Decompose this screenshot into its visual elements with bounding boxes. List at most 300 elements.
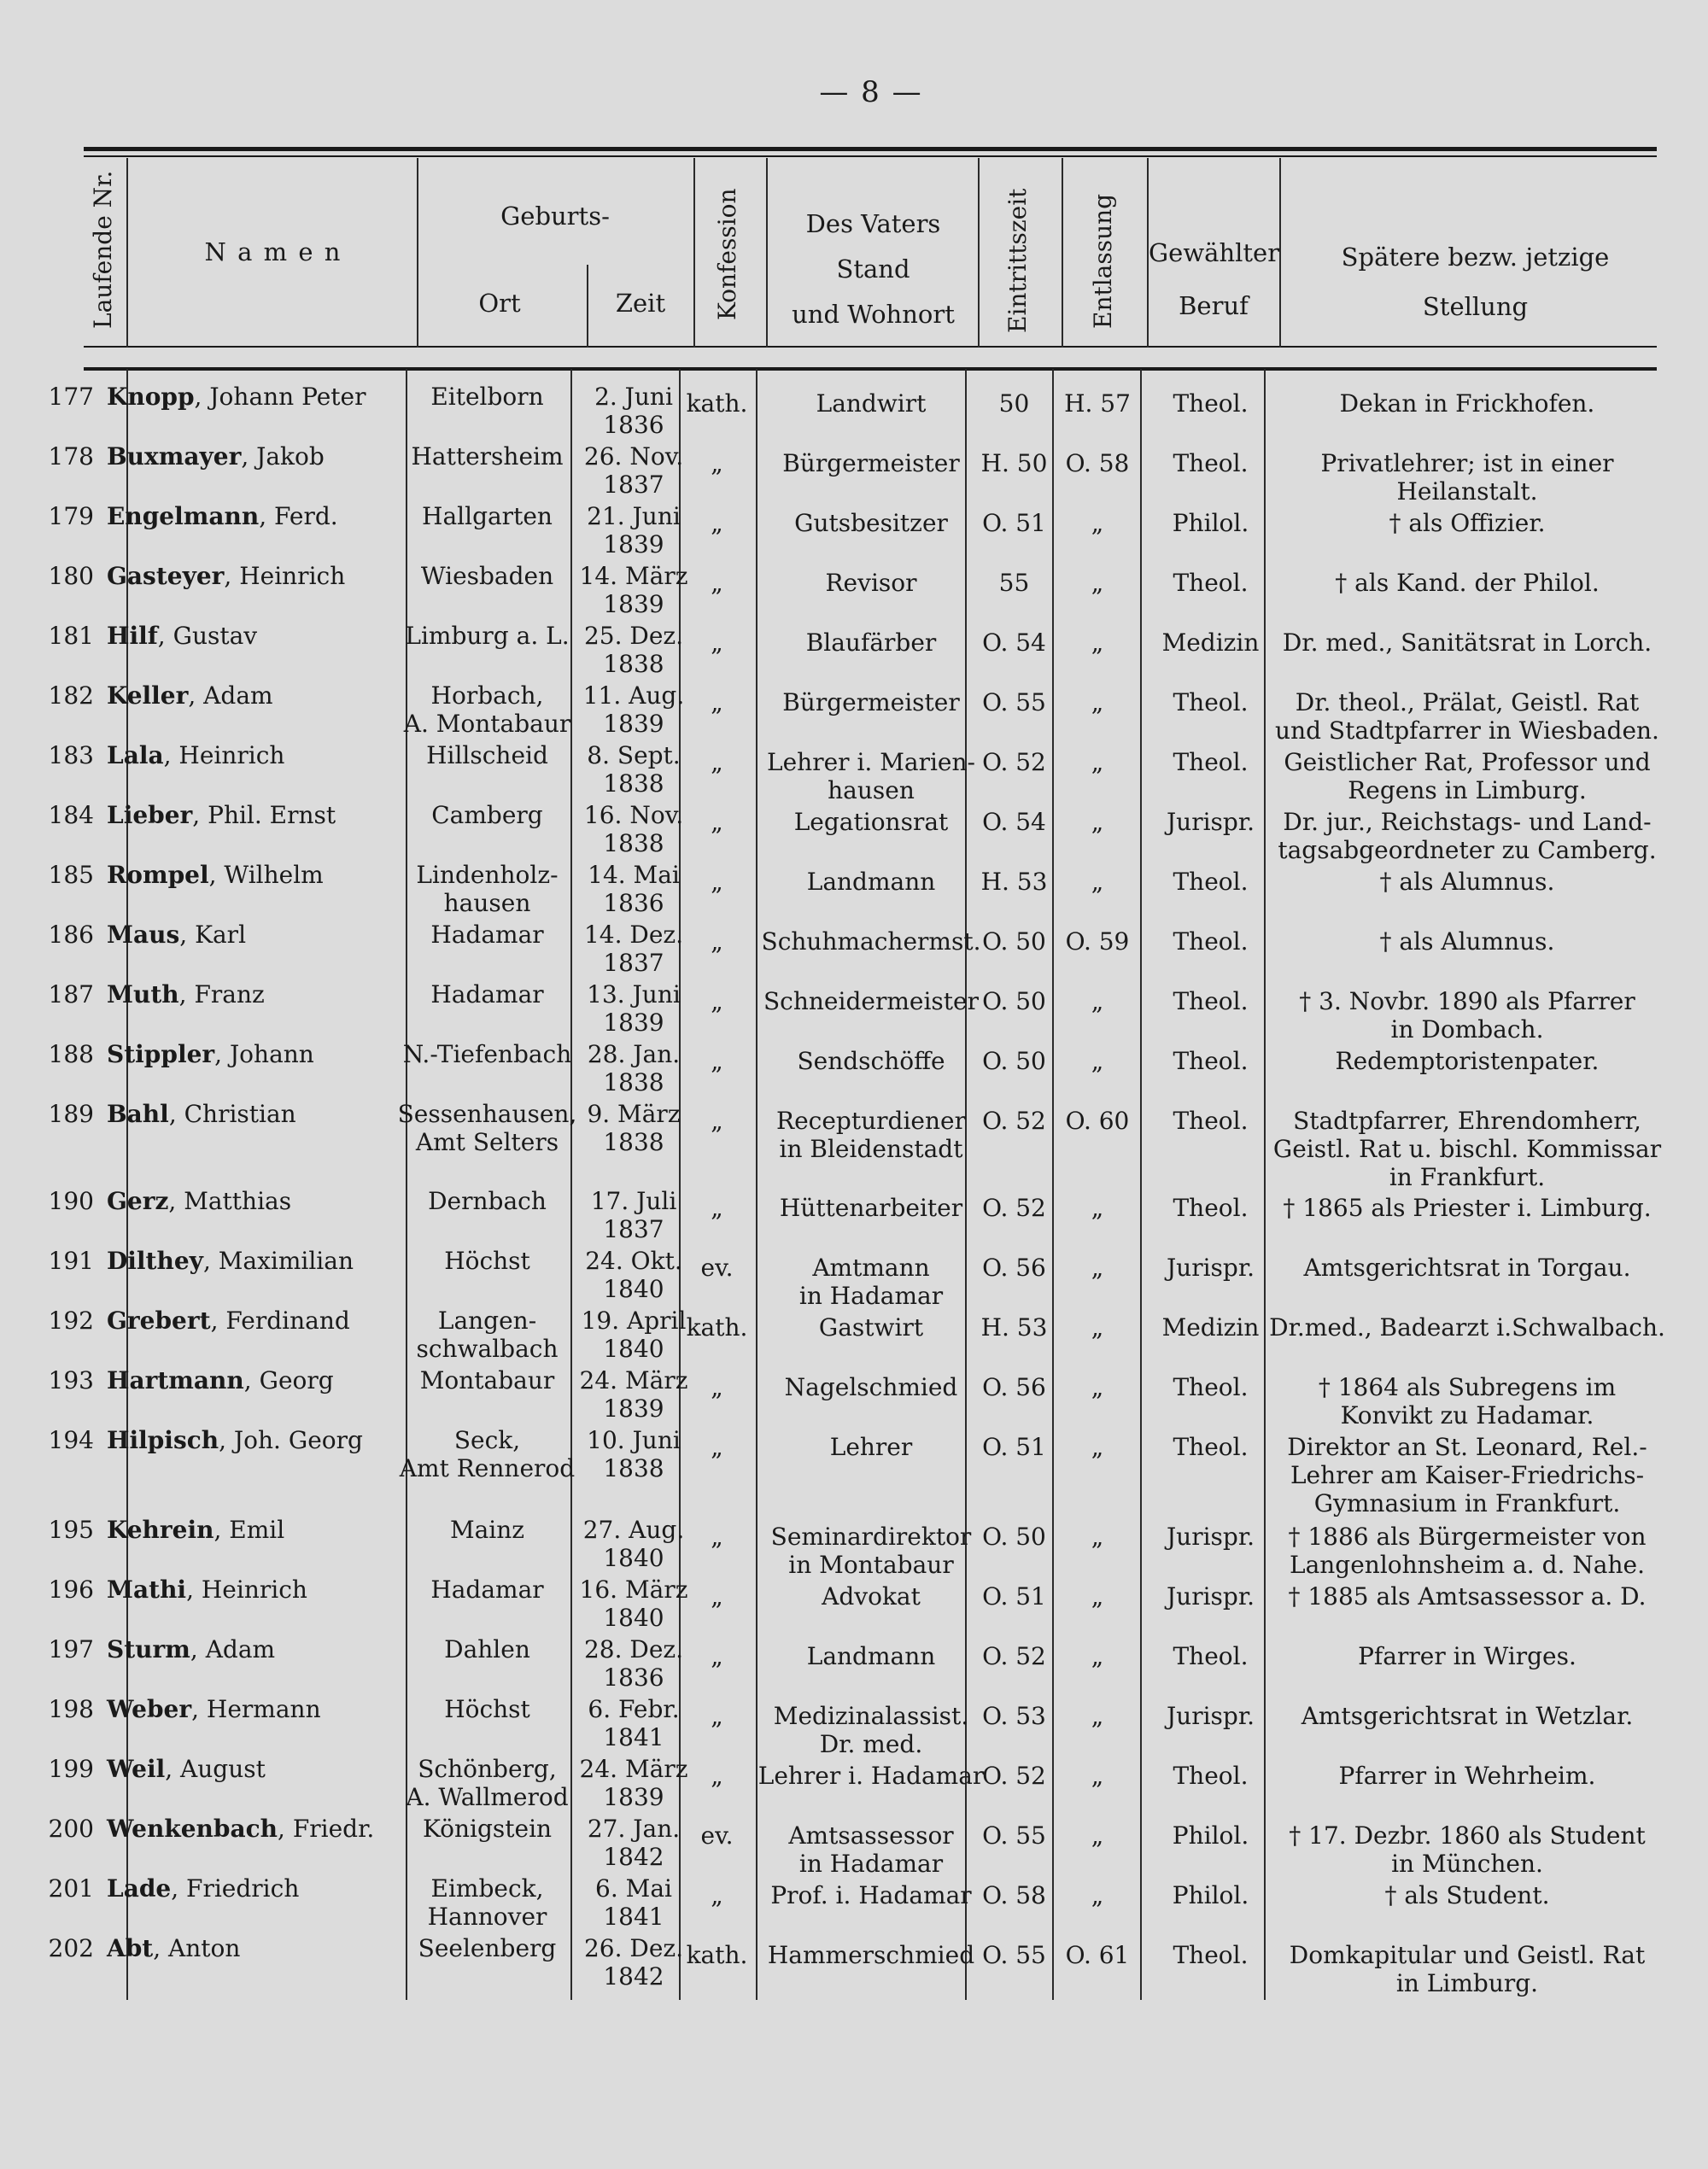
table-row: [0, 741, 1708, 804]
row-number: 181: [48, 622, 94, 650]
birth-place: Hadamar: [430, 1576, 544, 1604]
birth-date: 16. Nov. 1838: [583, 801, 684, 857]
entry-date: O. 56: [982, 1254, 1046, 1282]
later-position: † 17. Dezbr. 1860 als Student in München.: [1289, 1821, 1646, 1878]
surname: Wenkenbach: [107, 1815, 278, 1843]
surname: Hilpisch: [107, 1426, 219, 1454]
table-row: [0, 861, 1708, 921]
header-divider: [1062, 158, 1063, 348]
birth-place: Seck, Amt Rennerod: [399, 1426, 576, 1482]
birth-place: Hadamar: [430, 921, 544, 949]
student-name: [107, 1307, 423, 1335]
table-row: [0, 1576, 1708, 1635]
row-number: 199: [48, 1755, 94, 1783]
father-occupation: Blaufärber: [805, 628, 937, 657]
header-namen: N a m e n: [204, 237, 342, 266]
father-occupation: Schuhmachermst.: [761, 927, 981, 956]
header-divider: [978, 158, 980, 348]
entry-date: 55: [998, 569, 1030, 597]
surname: Lala: [107, 741, 164, 769]
header-divider: [417, 158, 418, 348]
entry-date: O. 56: [982, 1373, 1046, 1401]
father-occupation: Lehrer i. Hadamar: [757, 1762, 985, 1790]
entry-date: O. 55: [982, 688, 1046, 716]
birth-date: 16. März 1840: [579, 1576, 688, 1632]
birth-date: 9. März 1838: [587, 1100, 681, 1156]
discharge-date: „: [1091, 1047, 1104, 1075]
birth-place: Hattersheim: [411, 442, 564, 471]
given-name: , Wilhelm: [208, 861, 324, 889]
student-name: [107, 681, 423, 710]
entry-date: O. 50: [982, 1523, 1046, 1551]
student-name: [107, 1755, 423, 1783]
later-position: † 1865 als Priester i. Limburg.: [1283, 1194, 1652, 1222]
student-name: [107, 1635, 423, 1663]
later-position: Dr. med., Sanitätsrat in Lorch.: [1282, 628, 1652, 657]
birth-place: Seelenberg: [418, 1934, 557, 1962]
header-konfession: Konfession: [713, 188, 741, 320]
given-name: , Hermann: [191, 1695, 321, 1723]
surname: Hartmann: [107, 1366, 244, 1394]
discharge-date: „: [1091, 1433, 1104, 1461]
student-name: [107, 801, 423, 829]
chosen-profession: Theol.: [1173, 1762, 1249, 1790]
student-name: [107, 1187, 423, 1215]
chosen-profession: Theol.: [1173, 688, 1249, 716]
father-occupation: Recepturdiener in Bleidenstadt: [776, 1107, 966, 1163]
discharge-date: O. 61: [1065, 1941, 1130, 1969]
birth-date: 2. Juni 1836: [594, 383, 673, 439]
father-occupation: Gastwirt: [818, 1313, 924, 1342]
confession: „: [711, 1373, 723, 1401]
entry-date: O. 52: [982, 748, 1046, 776]
later-position: Amtsgerichtsrat in Wetzlar.: [1301, 1702, 1634, 1730]
birth-date: 14. Mai 1836: [588, 861, 680, 917]
table-row: [0, 980, 1708, 1044]
chosen-profession: Philol.: [1172, 1821, 1249, 1850]
chosen-profession: Philol.: [1172, 1881, 1249, 1909]
discharge-date: „: [1091, 1373, 1104, 1401]
student-name: [107, 1576, 423, 1604]
chosen-profession: Jurispr.: [1166, 1702, 1255, 1730]
header-entlassung: Entlassung: [1089, 193, 1117, 329]
birth-place: Höchst: [444, 1247, 530, 1275]
discharge-date: „: [1091, 808, 1104, 836]
discharge-date: O. 59: [1065, 927, 1130, 956]
table-row: [0, 1426, 1708, 1517]
given-name: , Matthias: [168, 1187, 292, 1215]
chosen-profession: Theol.: [1173, 927, 1249, 956]
birth-place: Montabaur: [419, 1366, 555, 1394]
chosen-profession: Philol.: [1172, 509, 1249, 537]
surname: Grebert: [107, 1307, 211, 1335]
student-name: [107, 1815, 423, 1843]
confession: „: [711, 748, 723, 776]
birth-place: Hillscheid: [426, 741, 548, 769]
given-name: , Joh. Georg: [219, 1426, 363, 1454]
later-position: † als Kand. der Philol.: [1335, 569, 1600, 597]
confession: „: [711, 1433, 723, 1461]
birth-date: 26. Nov. 1837: [583, 442, 684, 499]
surname: Lade: [107, 1874, 172, 1903]
surname: Dilthey: [107, 1247, 203, 1275]
entry-date: 50: [998, 389, 1030, 418]
surname: Stippler: [107, 1040, 215, 1068]
father-occupation: Landmann: [806, 868, 936, 896]
birth-place: Eimbeck, Hannover: [427, 1874, 547, 1931]
chosen-profession: Theol.: [1173, 389, 1249, 418]
discharge-date: „: [1091, 748, 1104, 776]
confession: ev.: [700, 1821, 734, 1850]
later-position: Dr. jur., Reichstags- und Land- tagsabgeordneter zu Camberg.: [1278, 808, 1657, 864]
chosen-profession: Jurispr.: [1166, 1523, 1255, 1551]
later-position: Pfarrer in Wehrheim.: [1338, 1762, 1596, 1790]
discharge-date: „: [1091, 569, 1104, 597]
confession: „: [711, 688, 723, 716]
chosen-profession: Theol.: [1173, 449, 1249, 477]
header-divider: [693, 158, 695, 348]
row-number: 183: [48, 741, 94, 769]
student-name: [107, 1874, 423, 1903]
later-position: † als Offizier.: [1389, 509, 1546, 537]
row-number: 194: [48, 1426, 94, 1454]
confession: „: [711, 1881, 723, 1909]
birth-place: Camberg: [431, 801, 543, 829]
confession: „: [711, 1762, 723, 1790]
surname: Buxmayer: [107, 442, 242, 471]
father-occupation: Bürgermeister: [782, 688, 960, 716]
father-occupation: Advokat: [822, 1582, 921, 1611]
entry-date: O. 58: [982, 1881, 1046, 1909]
later-position: Domkapitular und Geistl. Rat in Limburg.: [1289, 1941, 1646, 1997]
confession: „: [711, 1523, 723, 1551]
header-vater: [769, 202, 978, 337]
chosen-profession: Medizin: [1161, 1313, 1260, 1342]
row-number: 191: [48, 1247, 94, 1275]
confession: „: [711, 808, 723, 836]
birth-date: 28. Jan. 1838: [587, 1040, 681, 1096]
surname: Weber: [107, 1695, 192, 1723]
later-position: † 1885 als Amtsassessor a. D.: [1288, 1582, 1647, 1611]
table-row: [0, 1187, 1708, 1247]
header-ort: Ort: [478, 289, 521, 318]
header-beruf: [1149, 226, 1278, 332]
surname: Lieber: [107, 801, 193, 829]
confession: „: [711, 1194, 723, 1222]
later-position: † 1864 als Subregens im Konvikt zu Hadamar.: [1318, 1373, 1617, 1429]
later-position: Dekan in Frickhofen.: [1339, 389, 1595, 418]
chosen-profession: Theol.: [1173, 1194, 1249, 1222]
row-number: 180: [48, 562, 94, 590]
chosen-profession: Theol.: [1173, 1642, 1249, 1670]
table-row: [0, 1247, 1708, 1310]
entry-date: O. 51: [982, 1582, 1046, 1611]
discharge-date: „: [1091, 628, 1104, 657]
birth-place: Höchst: [444, 1695, 530, 1723]
top-rule: [84, 147, 1657, 151]
chosen-profession: Theol.: [1173, 1107, 1249, 1135]
page-number: — 8 —: [819, 75, 923, 109]
header-zeit: Zeit: [615, 289, 666, 318]
student-name: [107, 1516, 423, 1544]
given-name: , Adam: [190, 1635, 276, 1663]
given-name: , Gustav: [157, 622, 258, 650]
surname: Keller: [107, 681, 189, 710]
discharge-date: „: [1091, 1582, 1104, 1611]
later-position: Direktor an St. Leonard, Rel.- Lehrer am Kaiser-Friedrichs- Gymnasium in Frankfurt.: [1287, 1433, 1647, 1517]
header-divider: [587, 265, 588, 348]
entry-date: O. 52: [982, 1762, 1046, 1790]
row-number: 179: [48, 502, 94, 530]
given-name: , Anton: [153, 1934, 241, 1962]
table-row: [0, 921, 1708, 980]
student-name: [107, 622, 423, 650]
given-name: , Heinrich: [163, 741, 285, 769]
discharge-date: „: [1091, 1881, 1104, 1909]
birth-date: 27. Aug. 1840: [582, 1516, 685, 1572]
given-name: , Friedrich: [171, 1874, 300, 1903]
later-position: Dr.med., Badearzt i.Schwalbach.: [1269, 1313, 1665, 1342]
chosen-profession: Theol.: [1173, 748, 1249, 776]
header-laufende-nr: Laufende Nr.: [89, 170, 117, 329]
confession: „: [711, 987, 723, 1015]
given-name: , August: [165, 1755, 266, 1783]
table-row: [0, 1100, 1708, 1191]
given-name: , Jakob: [241, 442, 325, 471]
entry-date: O. 52: [982, 1642, 1046, 1670]
later-position: Dr. theol., Prälat, Geistl. Rat und Stadtpfarrer in Wiesbaden.: [1275, 688, 1659, 745]
father-occupation: Amtsassessor in Hadamar: [788, 1821, 954, 1878]
header-stellung-line1: Spätere bezw. jetzige: [1341, 243, 1610, 272]
father-occupation: Landwirt: [816, 389, 927, 418]
given-name: , Emil: [214, 1516, 285, 1544]
birth-place: Horbach, A. Montabaur: [403, 681, 571, 738]
father-occupation: Amtmann in Hadamar: [798, 1254, 944, 1310]
header-divider: [766, 158, 768, 348]
father-occupation: Gutsbesitzer: [794, 509, 948, 537]
given-name: , Friedr.: [278, 1815, 375, 1843]
entry-date: O. 50: [982, 1047, 1046, 1075]
table-row: [0, 1815, 1708, 1878]
chosen-profession: Theol.: [1173, 1373, 1249, 1401]
discharge-date: „: [1091, 868, 1104, 896]
table-row: [0, 1040, 1708, 1100]
row-number: 184: [48, 801, 94, 829]
chosen-profession: Theol.: [1173, 1941, 1249, 1969]
discharge-date: „: [1091, 1642, 1104, 1670]
student-name: [107, 1426, 423, 1454]
chosen-profession: Theol.: [1173, 868, 1249, 896]
row-number: 202: [48, 1934, 94, 1962]
row-number: 188: [48, 1040, 94, 1068]
birth-date: 24. März 1839: [579, 1755, 688, 1811]
later-position: Geistlicher Rat, Professor und Regens in Limburg.: [1284, 748, 1651, 804]
table-row: [0, 502, 1708, 562]
birth-date: 19. April 1840: [581, 1307, 687, 1363]
chosen-profession: Jurispr.: [1166, 1254, 1255, 1282]
confession: „: [711, 569, 723, 597]
discharge-date: „: [1091, 509, 1104, 537]
entry-date: O. 53: [982, 1702, 1046, 1730]
header-divider: [126, 158, 128, 348]
birth-place: Königstein: [422, 1815, 553, 1843]
surname: Muth: [107, 980, 179, 1008]
entry-date: O. 50: [982, 927, 1046, 956]
birth-date: 14. Dez. 1837: [583, 921, 684, 977]
birth-place: Langen- schwalbach: [416, 1307, 559, 1363]
header-eintrittszeit: Eintrittszeit: [1003, 188, 1032, 333]
given-name: , Franz: [178, 980, 265, 1008]
row-number: 178: [48, 442, 94, 471]
surname: Engelmann: [107, 502, 260, 530]
discharge-date: O. 58: [1065, 449, 1130, 477]
birth-place: Hadamar: [430, 980, 544, 1008]
later-position: Redemptoristenpater.: [1335, 1047, 1600, 1075]
birth-place: Hallgarten: [422, 502, 553, 530]
father-occupation: Hüttenarbeiter: [779, 1194, 963, 1222]
birth-date: 8. Sept. 1838: [587, 741, 681, 798]
entry-date: H. 50: [980, 449, 1048, 477]
father-occupation: Hammerschmied: [767, 1941, 975, 1969]
confession: „: [711, 1107, 723, 1135]
discharge-date: „: [1091, 1762, 1104, 1790]
given-name: , Johann Peter: [194, 383, 366, 411]
student-name: [107, 921, 423, 949]
birth-date: 14. März 1839: [579, 562, 688, 618]
later-position: † als Alumnus.: [1379, 868, 1555, 896]
father-occupation: Bürgermeister: [782, 449, 960, 477]
father-occupation: Lehrer i. Marien- hausen: [767, 748, 975, 804]
header-vater-line3: und Wohnort: [792, 300, 955, 329]
father-occupation: Nagelschmied: [784, 1373, 958, 1401]
birth-date: 10. Juni 1838: [587, 1426, 681, 1482]
student-name: [107, 562, 423, 590]
given-name: , Ferd.: [259, 502, 338, 530]
entry-date: H. 53: [980, 868, 1048, 896]
father-occupation: Sendschöffe: [797, 1047, 945, 1075]
entry-date: O. 52: [982, 1107, 1046, 1135]
discharge-date: „: [1091, 1523, 1104, 1551]
row-number: 185: [48, 861, 94, 889]
table-row: [0, 383, 1708, 442]
table-row: [0, 1874, 1708, 1934]
surname: Mathi: [107, 1576, 187, 1604]
later-position: † 3. Novbr. 1890 als Pfarrer in Dombach.: [1299, 987, 1635, 1044]
birth-place: Limburg a. L.: [405, 622, 570, 650]
student-name: [107, 502, 423, 530]
chosen-profession: Jurispr.: [1166, 1582, 1255, 1611]
chosen-profession: Theol.: [1173, 1047, 1249, 1075]
birth-date: 24. März 1839: [579, 1366, 688, 1423]
given-name: , Adam: [188, 681, 273, 710]
header-beruf-line1: Gewählter: [1149, 238, 1280, 267]
discharge-date: „: [1091, 1702, 1104, 1730]
student-name: [107, 861, 423, 889]
given-name: , Christian: [168, 1100, 296, 1128]
entry-date: H. 53: [980, 1313, 1048, 1342]
row-number: 193: [48, 1366, 94, 1394]
later-position: Pfarrer in Wirges.: [1358, 1642, 1576, 1670]
later-position: † als Alumnus.: [1379, 927, 1555, 956]
table-row: [0, 801, 1708, 864]
father-occupation: Landmann: [806, 1642, 936, 1670]
row-number: 198: [48, 1695, 94, 1723]
chosen-profession: Theol.: [1173, 569, 1249, 597]
later-position: † als Student.: [1384, 1881, 1550, 1909]
table-row: [0, 1934, 1708, 1997]
confession: „: [711, 868, 723, 896]
discharge-date: O. 60: [1065, 1107, 1130, 1135]
birth-date: 17. Juli 1837: [590, 1187, 677, 1243]
header-vater-line2: Stand: [836, 254, 910, 284]
student-name: [107, 1040, 423, 1068]
table-row: [0, 442, 1708, 506]
confession: „: [711, 927, 723, 956]
row-number: 195: [48, 1516, 94, 1544]
father-occupation: Schneidermeister: [763, 987, 979, 1015]
birth-place: N.-Tiefenbach: [402, 1040, 572, 1068]
given-name: , Heinrich: [224, 562, 346, 590]
entry-date: O. 51: [982, 509, 1046, 537]
father-occupation: Medizinalassist. Dr. med.: [773, 1702, 969, 1758]
table-row: [0, 622, 1708, 681]
birth-date: 21. Juni 1839: [587, 502, 681, 558]
row-number: 196: [48, 1576, 94, 1604]
birth-place: Mainz: [449, 1516, 525, 1544]
header-geburts: Geburts-: [500, 202, 610, 231]
row-number: 182: [48, 681, 94, 710]
confession: „: [711, 1582, 723, 1611]
row-number: 192: [48, 1307, 94, 1335]
chosen-profession: Theol.: [1173, 1433, 1249, 1461]
later-position: Stadtpfarrer, Ehrendomherr, Geistl. Rat u. bischl. Kommissar in Frankfurt.: [1272, 1107, 1662, 1191]
entry-date: O. 54: [982, 628, 1046, 657]
surname: Kehrein: [107, 1516, 214, 1544]
entry-date: O. 55: [982, 1821, 1046, 1850]
discharge-date: H. 57: [1064, 389, 1131, 418]
student-name: [107, 1366, 423, 1394]
student-name: [107, 442, 423, 471]
surname: Sturm: [107, 1635, 190, 1663]
birth-date: 6. Febr. 1841: [588, 1695, 680, 1751]
chosen-profession: Jurispr.: [1166, 808, 1255, 836]
table-row: [0, 1516, 1708, 1579]
later-position: Privatlehrer; ist in einer Heilanstalt.: [1320, 449, 1614, 506]
surname: Gasteyer: [107, 562, 225, 590]
header-bottom-rule: [84, 346, 1657, 348]
row-number: 190: [48, 1187, 94, 1215]
given-name: , Heinrich: [186, 1576, 307, 1604]
later-position: Amtsgerichtsrat in Torgau.: [1303, 1254, 1631, 1282]
father-occupation: Lehrer: [829, 1433, 913, 1461]
student-name: [107, 980, 423, 1008]
surname: Abt: [107, 1934, 154, 1962]
father-occupation: Revisor: [825, 569, 917, 597]
row-number: 201: [48, 1874, 94, 1903]
chosen-profession: Theol.: [1173, 987, 1249, 1015]
discharge-date: „: [1091, 688, 1104, 716]
confession: „: [711, 1642, 723, 1670]
header-bottom-rule-thick: [84, 367, 1657, 371]
header-beruf-line2: Beruf: [1179, 291, 1249, 320]
birth-place: Eitelborn: [430, 383, 544, 411]
surname: Rompel: [107, 861, 209, 889]
surname: Hilf: [107, 622, 158, 650]
entry-date: O. 50: [982, 987, 1046, 1015]
confession: ev.: [700, 1254, 734, 1282]
student-name: [107, 383, 423, 411]
entry-date: O. 51: [982, 1433, 1046, 1461]
